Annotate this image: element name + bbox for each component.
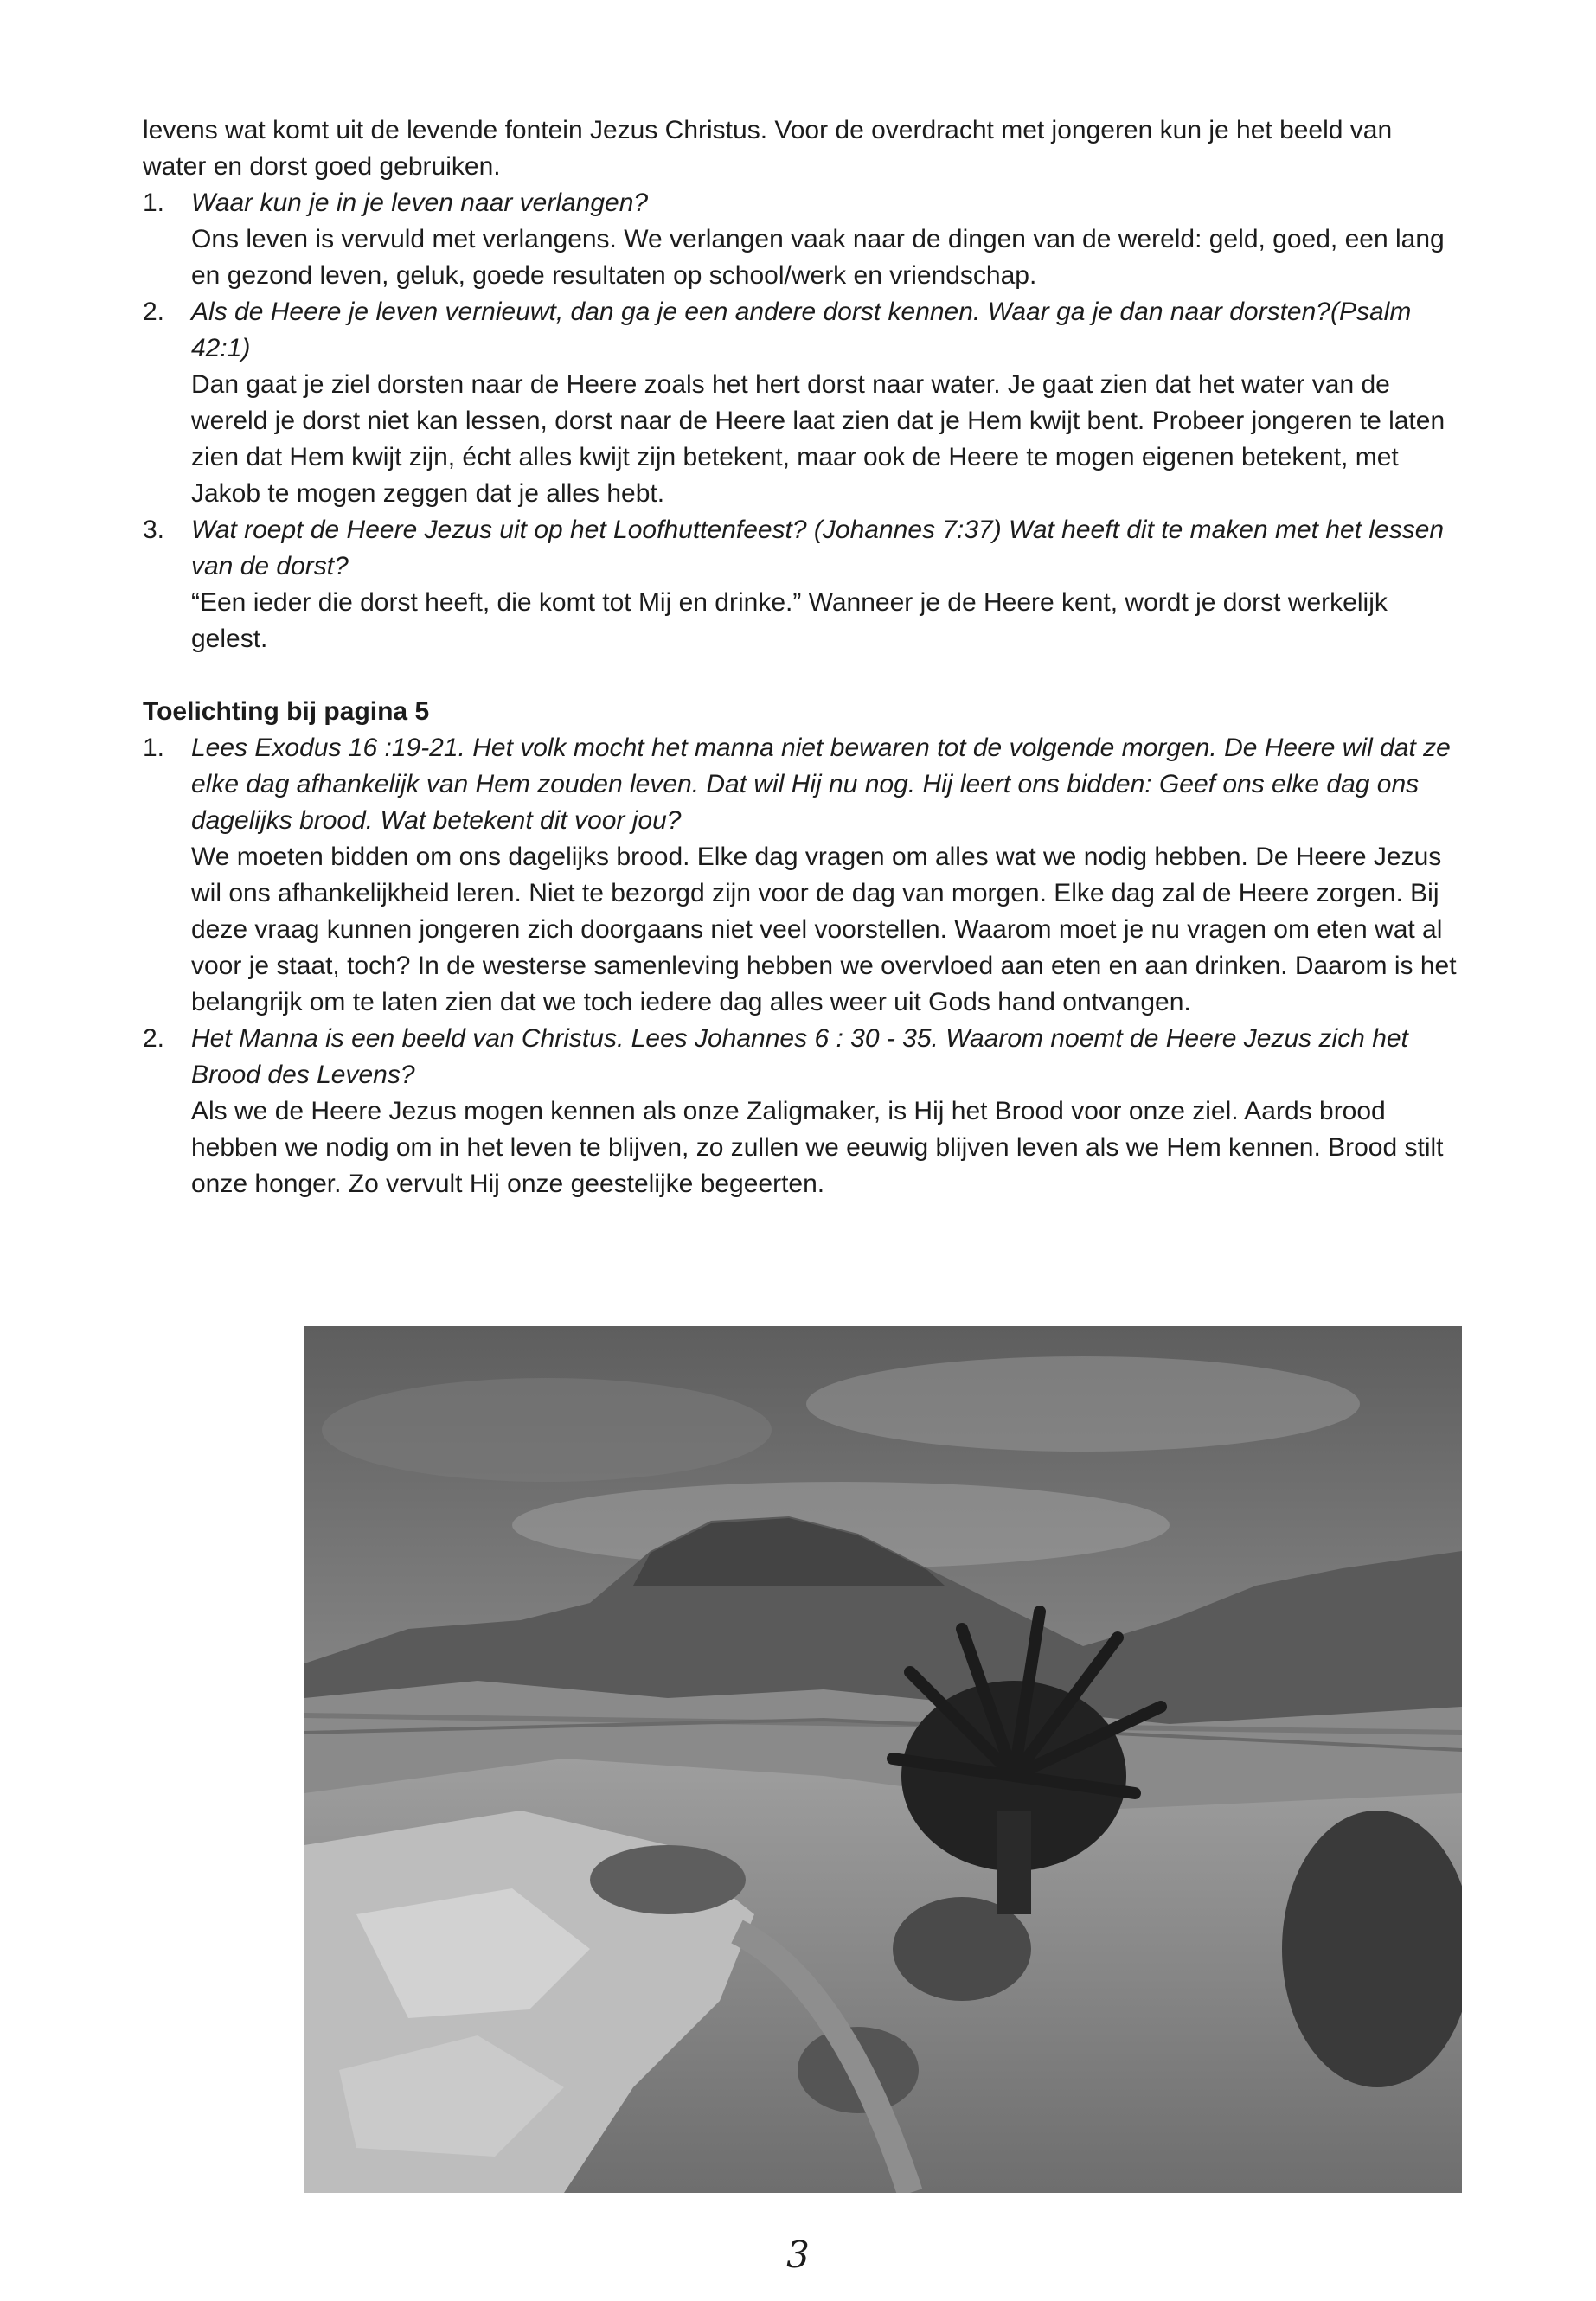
list-item bbox=[143, 185, 1462, 294]
answer-text: “Een ieder die dorst heeft, die komt tot Mij en drinke.” Wanneer je de Heere kent, wordt je dorst werkelijk gelest. bbox=[191, 588, 1388, 653]
list-item bbox=[143, 512, 1462, 657]
intro-paragraph: levens wat komt uit de levende fontein Jezus Christus. Voor de overdracht met jongeren kun je het beeld van water en dorst goed gebruiken. bbox=[143, 116, 1393, 181]
item-number: 3. bbox=[143, 516, 165, 544]
section-heading: Toelichting bij pagina 5 bbox=[143, 697, 430, 726]
page-number: 3 bbox=[786, 2234, 810, 2276]
answer-text: Dan gaat je ziel dorsten naar de Heere zoals het hert dorst naar water. Je gaat zien dat het water van de wereld je dorst niet kan lessen, dorst naar de Heere laat zien dat je Hem kwijt bent. Probeer jongeren te laten zien dat Hem kwijt zijn, écht alles kwijt zijn betekent, maar ook de Heere te mogen eigenen betekent, met Jakob te mogen zeggen dat je alles hebt. bbox=[191, 370, 1445, 508]
question-text: Het Manna is een beeld van Christus. Lees Johannes 6 : 30 - 35. Waarom noemt de Heere Jezus zich het Brood des Levens? bbox=[191, 1024, 1408, 1089]
answer-text: We moeten bidden om ons dagelijks brood. Elke dag vragen om alles wat we nodig hebben. De Heere Jezus wil ons afhankelijkheid leren. Niet te bezorgd zijn voor de dag van morgen. Elke dag zal de Heere zorgen. Bij deze vraag kunnen jongeren zich doorgaans niet veel voorstellen. Waarom moet je nu vragen om eten wat al voor je staat, toch? In de westerse samenleving hebben we overvloed aan eten en aan drinken. Daarom is het belangrijk om te laten zien dat we toch iedere dag alles weer uit Gods hand ontvangen. bbox=[191, 843, 1457, 1016]
item-number: 1. bbox=[143, 189, 165, 217]
question-list-2 bbox=[143, 730, 1462, 1202]
list-item bbox=[143, 730, 1462, 1021]
question-text: Lees Exodus 16 :19-21. Het volk mocht het manna niet bewaren tot de volgende morgen. De Heere wil dat ze elke dag afhankelijk van Hem zouden leven. Dat wil Hij nu nog. Hij leert ons bidden: Geef ons elke dag ons dagelijks brood. Wat betekent dit voor jou? bbox=[191, 734, 1451, 835]
item-number: 2. bbox=[143, 1024, 165, 1053]
list-item bbox=[143, 1021, 1462, 1202]
answer-text: Als we de Heere Jezus mogen kennen als onze Zaligmaker, is Hij het Brood voor onze ziel. Aards brood hebben we nodig om in het leven te blijven, zo zullen we eeuwig blijven leven als we Hem kennen. Brood stilt onze honger. Zo vervult Hij onze geestelijke begeerten. bbox=[191, 1097, 1444, 1198]
desert-photo bbox=[304, 1326, 1462, 2193]
answer-text: Ons leven is vervuld met verlangens. We verlangen vaak naar de dingen van de wereld: geld, goed, een lang en gezond leven, geluk, goede resultaten op school/werk en vriendschap. bbox=[191, 225, 1445, 290]
item-number: 1. bbox=[143, 734, 165, 762]
list-item bbox=[143, 294, 1462, 512]
question-text: Als de Heere je leven vernieuwt, dan ga je een andere dorst kennen. Waar ga je dan naar dorsten?(Psalm 42:1) bbox=[191, 298, 1412, 362]
question-text: Wat roept de Heere Jezus uit op het Loofhuttenfeest? (Johannes 7:37) Wat heeft dit te maken met het lessen van de dorst? bbox=[191, 516, 1445, 580]
document-body bbox=[143, 112, 1462, 1202]
question-text: Waar kun je in je leven naar verlangen? bbox=[191, 189, 649, 217]
desert-landscape-image bbox=[304, 1326, 1462, 2193]
item-number: 2. bbox=[143, 298, 165, 326]
question-list-1 bbox=[143, 185, 1462, 657]
